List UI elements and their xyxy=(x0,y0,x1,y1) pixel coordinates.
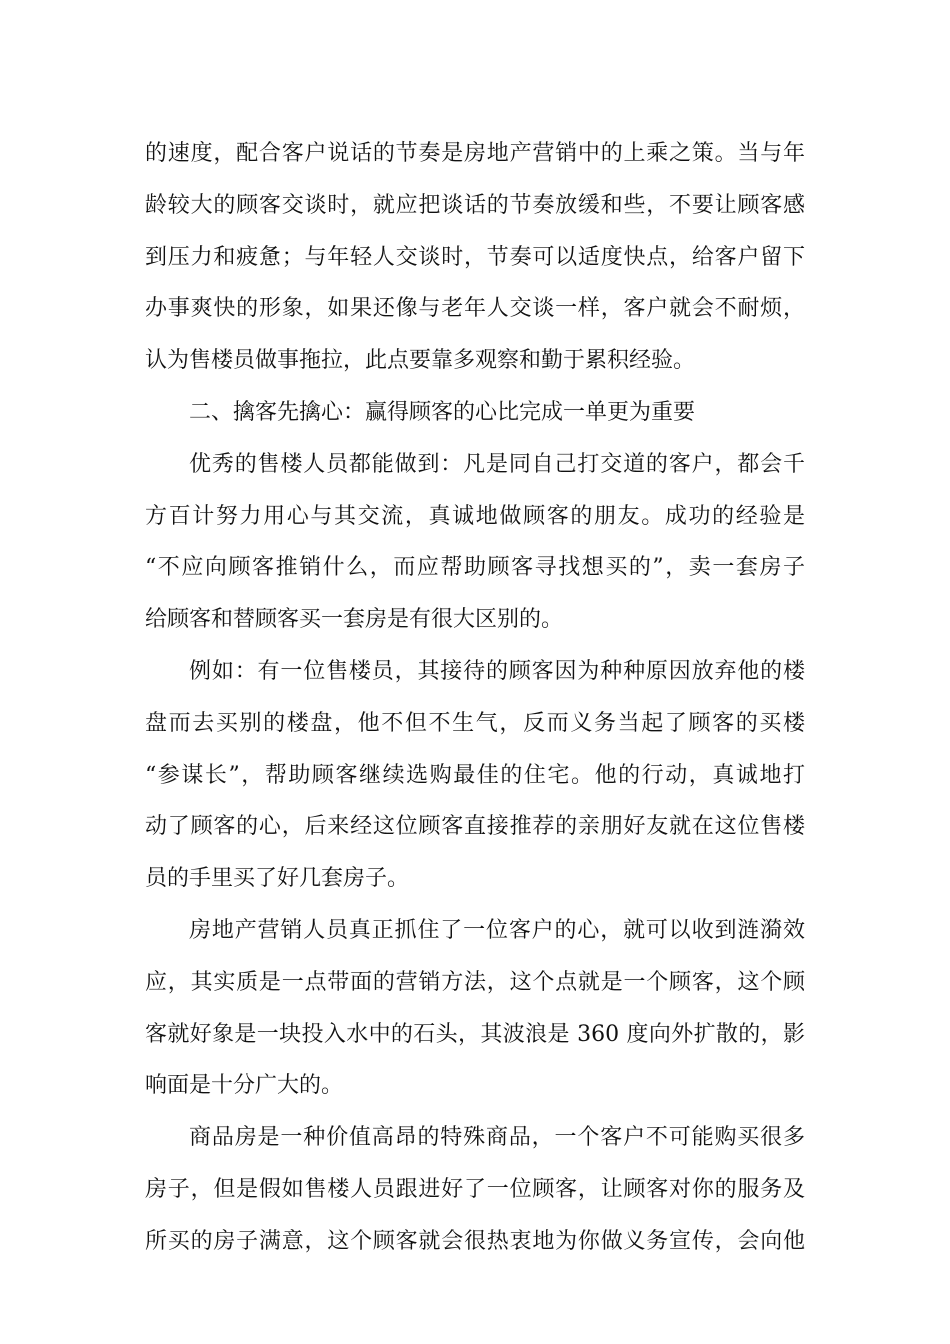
text-line: 例如：有一位售楼员，其接待的顾客因为种种原因放弃他的楼 xyxy=(189,658,805,684)
text-line: 房地产营销人员真正抓住了一位客户的心，就可以收到涟漪效 xyxy=(189,917,805,943)
text-line: 客就好象是一块投入水中的石头，其波浪是 360 度向外扩散的，影 xyxy=(145,1021,805,1047)
text-line: 龄较大的顾客交谈时，就应把谈话的节奏放缓和些，不要让顾客感 xyxy=(145,192,805,218)
document-body xyxy=(145,128,805,1268)
text-line: 员的手里买了好几套房子。 xyxy=(145,866,410,892)
text-line: 的速度，配合客户说话的节奏是房地产营销中的上乘之策。当与年 xyxy=(145,141,805,166)
text-line: 响面是十分广大的。 xyxy=(145,1073,344,1099)
text-line: 盘而去买别的楼盘，他不但不生气，反而义务当起了顾客的买楼 xyxy=(145,710,805,736)
text-line: 所买的房子满意，这个顾客就会很热衷地为你做义务宣传，会向他 xyxy=(145,1228,805,1254)
text-line: 动了顾客的心，后来经这位顾客直接推荐的亲朋好友就在这位售楼 xyxy=(145,814,805,840)
text-line: 给顾客和替顾客买一套房是有很大区别的。 xyxy=(145,607,564,633)
text-line: 办事爽快的形象，如果还像与老年人交谈一样，客户就会不耐烦， xyxy=(145,296,805,322)
text-line: 应，其实质是一点带面的营销方法，这个点就是一个顾客，这个顾 xyxy=(145,969,805,995)
text-line: 到压力和疲惫；与年轻人交谈时，节奏可以适度快点，给客户留下 xyxy=(145,244,805,270)
section-heading: 二、擒客先擒心：赢得顾客的心比完成一单更为重要 xyxy=(189,399,696,425)
text-line: 优秀的售楼人员都能做到：凡是同自己打交道的客户，都会千 xyxy=(189,451,805,477)
text-line: 认为售楼员做事拖拉，此点要靠多观察和勤于累积经验。 xyxy=(145,348,696,374)
text-line: “不应向顾客推销什么，而应帮助顾客寻找想买的”，卖一套房子 xyxy=(145,555,805,581)
text-line: 方百计努力用心与其交流，真诚地做顾客的朋友。成功的经验是 xyxy=(145,503,805,529)
text-line: “参谋长”，帮助顾客继续选购最佳的住宅。他的行动，真诚地打 xyxy=(145,762,805,788)
text-line: 房子，但是假如售楼人员跟进好了一位顾客，让顾客对你的服务及 xyxy=(145,1176,805,1202)
text-line: 商品房是一种价值高昂的特殊商品，一个客户不可能购买很多 xyxy=(189,1125,805,1151)
